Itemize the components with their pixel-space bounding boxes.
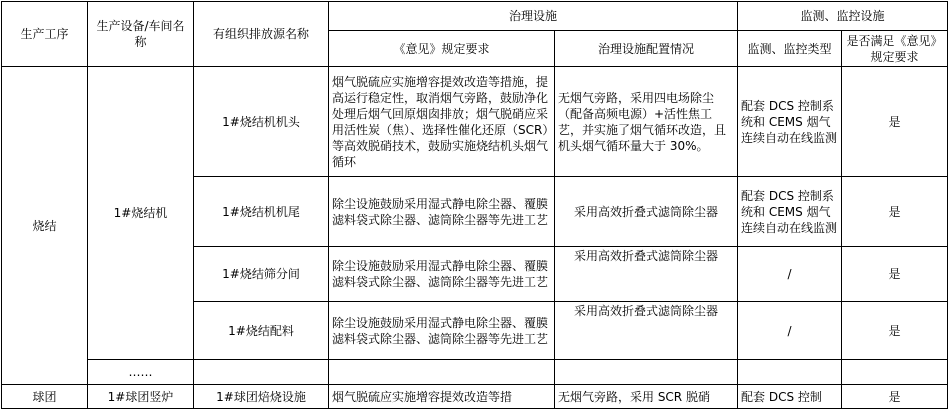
cell-empty	[194, 360, 329, 385]
table-row	[2, 385, 948, 409]
cell-requirement: 烟气脱硫应实施增容提效改造等措	[329, 385, 555, 409]
cell-compliance: 是	[842, 67, 948, 177]
header-requirement: 《意见》规定要求	[329, 31, 555, 67]
cell-requirement: 除尘设施鼓励采用湿式静电除尘器、覆膜滤料袋式除尘器、滤筒除尘器等先进工艺	[329, 177, 555, 247]
cell-monitor-type: 配套 DCS 控制	[738, 385, 842, 409]
cell-process-pellet: 球团	[2, 385, 88, 409]
cell-compliance: 是	[842, 302, 948, 360]
cell-source: 1#球团焙烧设施	[194, 385, 329, 409]
cell-equipment-pellet: 1#球团竖炉	[88, 385, 194, 409]
cell-compliance: 是	[842, 385, 948, 409]
header-process: 生产工序	[2, 2, 88, 67]
cell-config: 采用高效折叠式滤筒除尘器	[555, 247, 738, 302]
header-monitoring: 监测、监控设施	[738, 2, 948, 31]
header-monitor-type: 监测、监控类型	[738, 31, 842, 67]
header-compliance: 是否满足《意见》规定要求	[842, 31, 948, 67]
cell-monitor-type: 配套 DCS 控制系统和 CEMS 烟气连续自动在线监测	[738, 67, 842, 177]
emission-compliance-table	[1, 1, 948, 409]
cell-monitor-type: /	[738, 302, 842, 360]
cell-compliance: 是	[842, 247, 948, 302]
cell-monitor-type: /	[738, 247, 842, 302]
cell-empty	[842, 360, 948, 385]
cell-equipment-sinter: 1#烧结机	[88, 67, 194, 360]
cell-source: 1#烧结筛分间	[194, 247, 329, 302]
cell-empty	[329, 360, 555, 385]
cell-monitor-type: 配套 DCS 控制系统和 CEMS 烟气连续自动在线监测	[738, 177, 842, 247]
cell-source: 1#烧结机机头	[194, 67, 329, 177]
header-source: 有组织排放源名称	[194, 2, 329, 67]
cell-source: 1#烧结配料	[194, 302, 329, 360]
cell-compliance: 是	[842, 177, 948, 247]
cell-config: 无烟气旁路，采用 SCR 脱硝	[555, 385, 738, 409]
cell-config: 无烟气旁路，采用四电场除尘（配备高频电源）+活性焦工艺，并实施了烟气循环改造，且机头烟气循环量大于 30%。	[555, 67, 738, 177]
cell-process-sinter: 烧结	[2, 67, 88, 385]
cell-requirement: 除尘设施鼓励采用湿式静电除尘器、覆膜滤料袋式除尘器、滤筒除尘器等先进工艺	[329, 247, 555, 302]
cell-requirement: 除尘设施鼓励采用湿式静电除尘器、覆膜滤料袋式除尘器、滤筒除尘器等先进工艺	[329, 302, 555, 360]
header-equipment: 生产设备/车间名称	[88, 2, 194, 67]
header-config: 治理设施配置情况	[555, 31, 738, 67]
cell-requirement: 烟气脱硫应实施增容提效改造等措施，提高运行稳定性，取消烟气旁路，鼓励净化处理后烟气回原烟囱排放；烟气脱硝应采用活性炭（焦）、选择性催化还原（SCR）等高效脱硝技术，鼓励实施烧结机头烟气循环	[329, 67, 555, 177]
cell-source: 1#烧结机机尾	[194, 177, 329, 247]
cell-config: 采用高效折叠式滤筒除尘器	[555, 177, 738, 247]
cell-ellipsis: ……	[88, 360, 194, 385]
table-row	[2, 360, 948, 385]
table-row	[2, 67, 948, 177]
header-treatment: 治理设施	[329, 2, 738, 31]
cell-config: 采用高效折叠式滤筒除尘器	[555, 302, 738, 360]
cell-empty	[555, 360, 738, 385]
cell-empty	[738, 360, 842, 385]
